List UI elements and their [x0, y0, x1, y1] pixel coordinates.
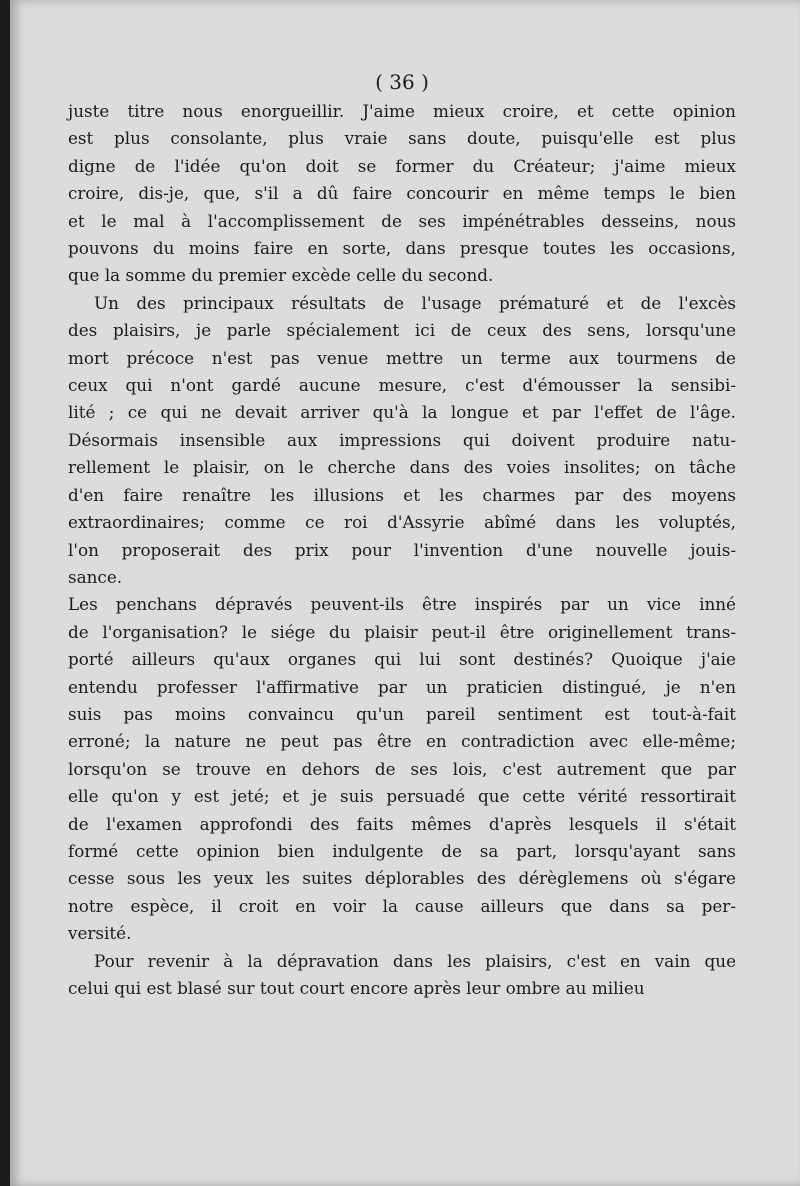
text-line: des plaisirs, je parle spécialement ici de ceux des sens, lorsqu'une: [68, 320, 736, 341]
text-line: notre espèce, il croit en voir la cause ailleurs que dans sa per-: [68, 895, 736, 916]
text-line: d'en faire renaître les illusions et les charmes par des moyens: [68, 484, 736, 505]
paragraph: [68, 591, 736, 947]
text-line: Pour revenir à la dépravation dans les plaisirs, c'est en vain que: [94, 950, 736, 971]
text-line: ceux qui n'ont gardé aucune mesure, c'est d'émousser la sensibi-: [68, 375, 736, 396]
paragraph: [68, 98, 736, 290]
text-line: Désormais insensible aux impressions qui doivent produire natu-: [68, 429, 736, 450]
text-line: pouvons du moins faire en sorte, dans presque toutes les occasions,: [68, 238, 736, 259]
text-line: mort précoce n'est pas venue mettre un terme aux tourmens de: [68, 347, 736, 368]
paragraph: [68, 948, 736, 1003]
book-page: [10, 0, 800, 1186]
text-line: formé cette opinion bien indulgente de sa part, lorsqu'ayant sans: [68, 840, 736, 861]
text-line: de l'organisation? le siége du plaisir peut-il être originellement trans-: [68, 621, 736, 642]
text-line: est plus consolante, plus vraie sans doute, puisqu'elle est plus: [68, 128, 736, 149]
text-line: et le mal à l'accomplissement de ses impénétrables desseins, nous: [68, 210, 736, 231]
text-line: croire, dis-je, que, s'il a dû faire concourir en même temps le bien: [68, 183, 736, 204]
text-line: versité.: [68, 923, 132, 944]
text-line: erroné; la nature ne peut pas être en contradiction avec elle-même;: [68, 731, 736, 752]
body-text: [68, 98, 736, 1002]
text-line: entendu professer l'affirmative par un praticien distingué, je n'en: [68, 676, 736, 697]
text-line: sance.: [68, 566, 123, 587]
text-line: de l'examen approfondi des faits mêmes d'après lesquels il s'était: [68, 813, 736, 834]
text-line: porté ailleurs qu'aux organes qui lui sont destinés? Quoique j'aie: [68, 649, 736, 670]
text-line: lité ; ce qui ne devait arriver qu'à la longue et par l'effet de l'âge.: [68, 402, 736, 423]
text-line: que la somme du premier excède celle du second.: [68, 265, 494, 286]
text-line: cesse sous les yeux les suites déplorables des dérèglemens où s'égare: [68, 868, 736, 889]
text-line: Un des principaux résultats de l'usage prématuré et de l'excès: [94, 292, 736, 313]
text-line: suis pas moins convaincu qu'un pareil sentiment est tout-à-fait: [68, 703, 736, 724]
text-line: rellement le plaisir, on le cherche dans des voies insolites; on tâche: [68, 457, 736, 478]
text-line: juste titre nous enorgueillir. J'aime mieux croire, et cette opinion: [68, 101, 736, 121]
text-line: celui qui est blasé sur tout court encore après leur ombre au milieu: [68, 978, 645, 998]
text-line: digne de l'idée qu'on doit se former du Créateur; j'aime mieux: [68, 155, 736, 176]
page-number: ( 36 ): [375, 70, 429, 94]
text-line: elle qu'on y est jeté; et je suis persuadé que cette vérité ressortirait: [68, 786, 736, 807]
paragraph: [68, 290, 736, 591]
text-line: extraordinaires; comme ce roi d'Assyrie abîmé dans les voluptés,: [68, 512, 736, 533]
text-line: Les penchans dépravés peuvent-ils être inspirés par un vice inné: [68, 594, 736, 615]
text-line: lorsqu'on se trouve en dehors de ses lois, c'est autrement que par: [68, 758, 736, 779]
text-line: l'on proposerait des prix pour l'invention d'une nouvelle jouis-: [68, 539, 736, 560]
page-text-block: [68, 68, 736, 1002]
